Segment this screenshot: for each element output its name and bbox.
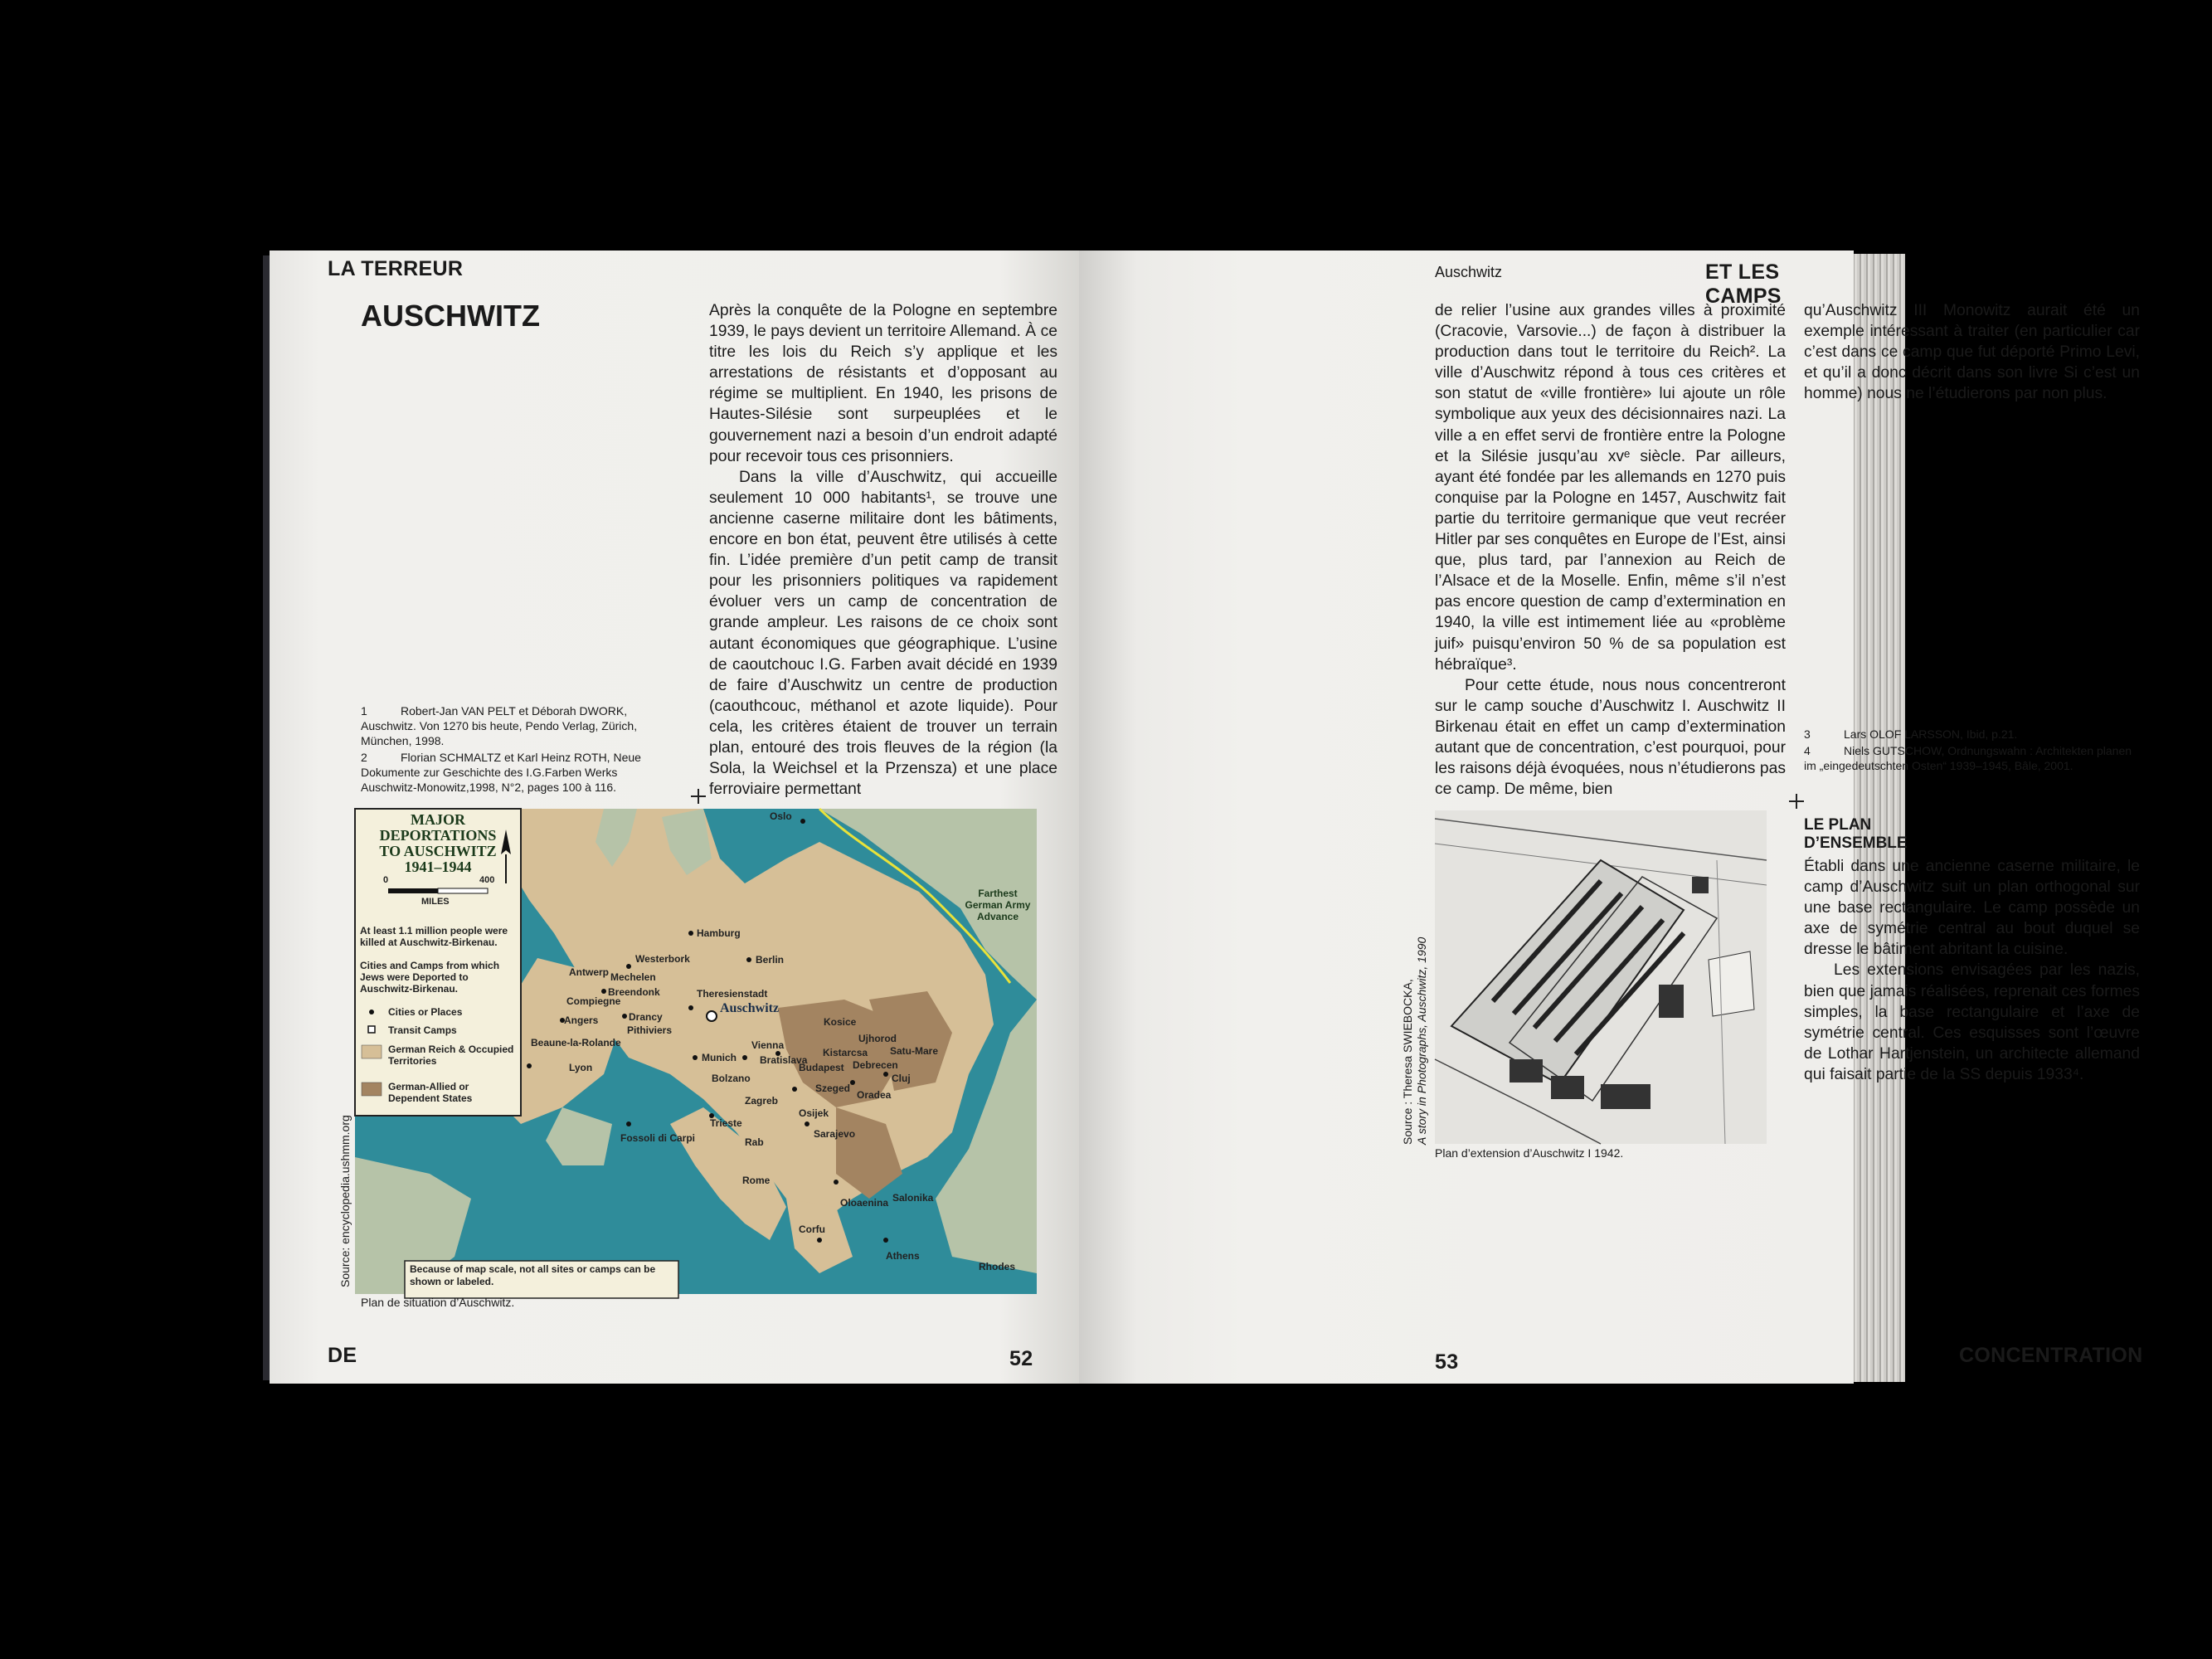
map-caption: Plan de situation d’Auschwitz. — [361, 1296, 515, 1309]
left-page — [270, 251, 1079, 1384]
city-label: Munich — [702, 1052, 737, 1063]
city-label: Vienna — [751, 1039, 785, 1051]
city-label: Bratislava — [760, 1054, 808, 1066]
city-label: Fossoli di Carpi — [620, 1132, 696, 1144]
scale-unit: MILES — [421, 897, 450, 907]
crop-mark — [1789, 794, 1804, 809]
city-label: Beaune-la-Rolande — [531, 1037, 621, 1048]
city-label: Zagreb — [745, 1095, 779, 1107]
city-label: Breendonk — [608, 986, 660, 998]
city-label: Osijek — [799, 1107, 829, 1119]
city-label: Budapest — [799, 1062, 844, 1073]
right-body-column-2 — [1804, 300, 2140, 404]
city-label: Oradea — [857, 1089, 892, 1101]
section-body-text — [1804, 856, 2140, 1085]
paragraph: qu’Auschwitz III Monowitz aurait été un exemple intéressant à traiter (en particulier car c’est dans ce camp que fut déporté Primo Levi, et qu’il a donc décrit dans son livre Si c’est un homme) nous ne l’étudierons par non plus. — [1804, 302, 2140, 403]
city-label: Rhodes — [979, 1261, 1016, 1272]
city-label: Compiegne — [566, 995, 621, 1007]
left-running-header: LA TERREUR — [328, 257, 464, 280]
right-page-number: 53 — [1435, 1350, 1459, 1374]
city-label: Berlin — [756, 954, 785, 966]
deportation-map — [355, 809, 1037, 1294]
city-label: Rome — [742, 1175, 771, 1186]
city-label: Athens — [886, 1250, 920, 1262]
open-book — [270, 251, 2143, 1384]
city-label: Szeged — [815, 1082, 851, 1094]
paragraph: Après la conquête de la Pologne en septembre 1939, le pays devient un territoire Allemand. À ce titre les lois du Reich s’y applique et les arrestations de résistants et d’opposant au régime se multiplient. En 1940, les prisons de Hautes-Silésie sont surpeuplées et le gouvernement nazi a besoin d’un endroit adapté pour recevoir tous ces prisonniers. — [709, 302, 1057, 465]
map-title: MAJOR DEPORTATIONS TO AUSCHWITZ 1941–1944 — [379, 811, 497, 875]
city-label: Oslo — [770, 810, 792, 822]
paragraph: de relier l’usine aux grandes villes à proximité (Cracovie, Varsovie...) de façon à distribuer la production dans tout le territoire du Reich². La ville d’Auschwitz répond à tous ces critères et son statut de «ville frontière» lui ajoute un rôle symbolique aux yeux des décisionnaires nazi. La ville a en effet servi de frontière entre la Pologne et la Silésie jusqu’au xvᵉ siècle. Par ailleurs, ayant été fondée par les allemands en 1270 puis conquise par la Pologne en 1457, Auschwitz fait partie du territoire germanique que veut recréer Hitler par ses conquêtes en Europe de l’Est, ainsi que, plus tard, par l’annexion au Reich de l’Alsace et de la Moselle. Enfin, même s’il n’est pas encore question de camp d’extermination en 1940, la ville est intimement liée au «problème juif» puisqu’environ 50 % de sa population est hébraïque³. — [1435, 302, 1786, 674]
paragraph: Pour cette étude, nous nous concentreront sur le camp souche d’Auschwitz I. Auschwitz II Birkenau était en effet un camp d’extermination autant que de concentration, c’est pourquoi, pour les raisons déjà évoquées, nous n’étudierons pas ce camp. De même, bien — [1435, 676, 1786, 799]
paragraph: Établi dans une ancienne caserne militaire, le camp d’Auschwitz suit un plan orthogonal sur une base rectangulaire. Le camp possède un axe de symétrie central au bout duquel se dresse le bâtiment abritant la cuisine. — [1804, 858, 2140, 959]
scale-min: 0 — [383, 875, 389, 885]
paragraph: Dans la ville d’Auschwitz, qui accueille seulement 10 000 habitants¹, se trouve une ancienne caserne militaire dont les bâtiments, encore en bon état, peuvent être utilisés à cette fin. L’idée première d’un petit camp de transit pour les prisonniers politiques va rapidement évoluer vers un camp de concentration de grande ampleur. Les raisons de ce choix sont autant économiques que géographique. L’usine de caoutchouc I.G. Farben avait décidé en 1939 de faire d’Auschwitz un centre de production (caouthcouc, méthanol et azote liquide). Pour cela, les critères étaient de trouver un terrain plan, entouré des trois fleuves de la région (la Sola, la Weichsel et la Przensza) et une place ferroviaire permettant — [709, 468, 1057, 799]
city-label: Corfu — [799, 1224, 825, 1235]
legend-item-allied: German-Allied or Dependent States — [388, 1081, 473, 1104]
footnote: 2 Florian SCHMALTZ et Karl Heinz ROTH, Neue Dokumente zur Geschichte des I.G.Farben Werks Auschwitz-Monowitz,1998, N°2, pages 100 à 116. — [361, 751, 641, 794]
page-title: AUSCHWITZ — [361, 299, 540, 333]
legend-item-transit: Transit Camps — [388, 1024, 457, 1036]
city-label: Bolzano — [712, 1073, 751, 1084]
city-label: Pithiviers — [627, 1024, 673, 1036]
city-label: Rab — [745, 1136, 764, 1148]
left-running-footer: DE — [328, 1344, 357, 1367]
map-source: Source: encyclopedia.ushmm.org — [338, 1115, 352, 1287]
city-label: Kosice — [824, 1016, 857, 1028]
legend-item-reich: German Reich & Occupied Territories — [388, 1044, 514, 1067]
left-body-text — [709, 300, 1057, 800]
footnote: 4 Niels GUTSCHOW, Ordnungswahn : Architekten planen im „eingedeutschten Osten“ 1939–1945, Bâle, 2001. — [1804, 744, 2132, 772]
city-label: Sarajevo — [814, 1128, 856, 1140]
city-label: Angers — [564, 1014, 599, 1026]
right-page — [1079, 251, 2143, 1384]
city-label: Oloaenina — [840, 1197, 889, 1209]
city-label: Cluj — [892, 1073, 911, 1084]
section-subheading: LE PLAN D’ENSEMBLE — [1804, 816, 1908, 852]
city-label: Trieste — [710, 1117, 742, 1129]
city-label: Hamburg — [697, 927, 741, 939]
camp-plan-image — [1435, 810, 1767, 1144]
city-label: Debrecen — [853, 1059, 898, 1071]
plan-source: Source : Theresa SWIEBOCKA, A story in Photographs, Auschwitz, 1990 — [1401, 937, 1428, 1145]
crop-mark — [691, 789, 706, 804]
city-label: Salonika — [892, 1192, 934, 1204]
city-label: Lyon — [569, 1062, 593, 1073]
city-label: Antwerp — [569, 966, 609, 978]
auschwitz-label: Auschwitz — [720, 1001, 780, 1015]
legend-item-cities: Cities or Places — [388, 1006, 463, 1018]
footnote: 1 Robert-Jan VAN PELT et Déborah DWORK, Auschwitz. Von 1270 bis heute, Pendo Verlag, Zürich, München, 1998. — [361, 704, 638, 747]
right-body-column-1 — [1435, 300, 1786, 800]
city-label: Ujhorod — [858, 1033, 897, 1044]
front-label: Farthest German Army Advance — [965, 888, 1031, 922]
city-label: Mechelen — [610, 971, 656, 983]
right-small-header: Auschwitz — [1435, 264, 1503, 280]
plan-caption: Plan d’extension d’Auschwitz I 1942. — [1435, 1146, 1624, 1160]
city-label: Westerbork — [635, 953, 690, 965]
city-label: Satu-Mare — [890, 1045, 939, 1057]
left-page-number: 52 — [1009, 1347, 1033, 1370]
left-footnotes — [361, 703, 659, 796]
city-label: Theresienstadt — [697, 988, 768, 1000]
paragraph: Les extensions envisagées par les nazis, bien que jamais réalisées, reprenait ces formes simples, la base rectangulaire et l’axe de symétrie central. Ces esquisses sont l’œuvre de Lothar Hartjenstein, un architecte allemand qui faisait partie de la SS depuis 1933⁴. — [1804, 961, 2140, 1083]
right-running-footer: CONCENTRATION — [1959, 1344, 2143, 1367]
map-note: Because of map scale, not all sites or camps can be shown or labeled. — [410, 1263, 656, 1287]
city-label: Kistarcsa — [823, 1047, 868, 1058]
camp-plan-drawing — [1435, 810, 1767, 1144]
footnote: 3 Lars OLOF LARSSON, Ibid, p.21. — [1804, 727, 2018, 741]
legend-sub: Cities and Camps from which Jews were Deported to Auschwitz-Birkenau. — [360, 960, 500, 995]
city-label: Drancy — [629, 1011, 663, 1023]
right-running-header: ET LES CAMPS — [1705, 260, 1782, 308]
right-footnotes — [1804, 727, 2140, 775]
legend-intro: At least 1.1 million people were killed at Auschwitz-Birkenau. — [360, 925, 508, 948]
scale-max: 400 — [479, 875, 495, 885]
